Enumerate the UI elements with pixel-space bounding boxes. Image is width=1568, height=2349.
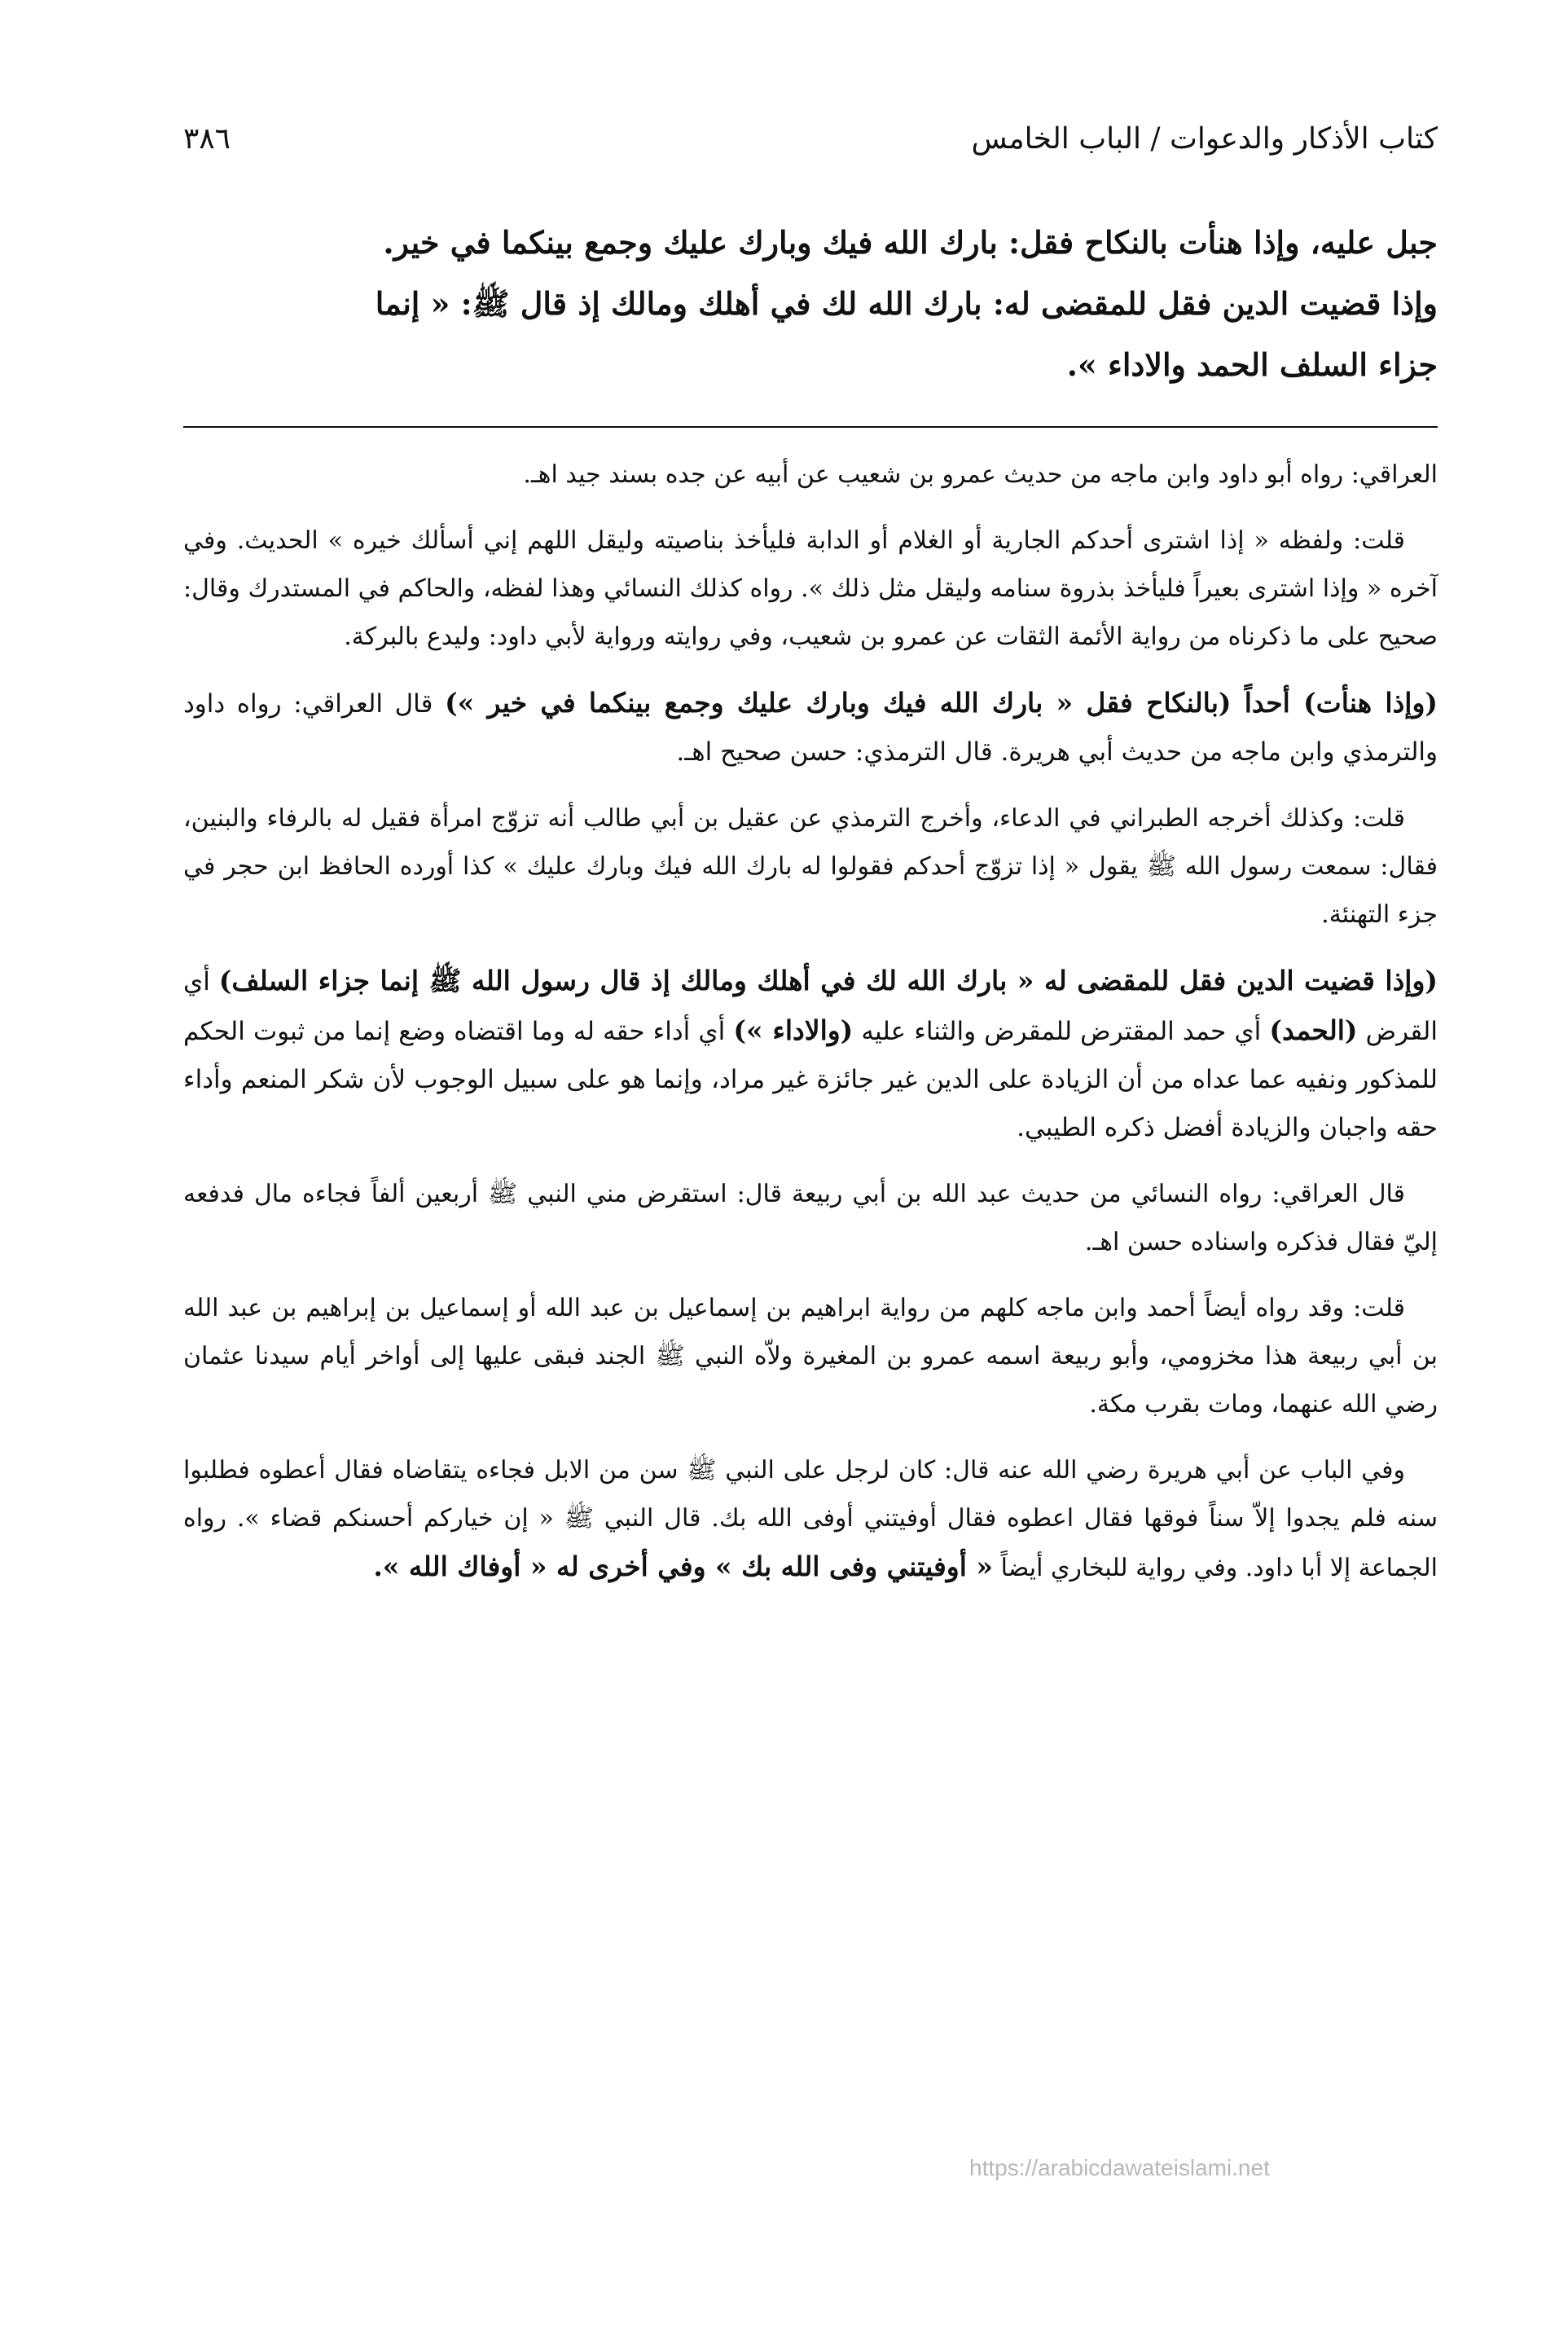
lemma-quote: (وإذا هنأت) أحداً (بالنكاح فقل « بارك الله فيك وبارك عليك وجمع بينكما في خير ») (445, 687, 1438, 719)
page-number: ٣٨٦ (183, 122, 231, 156)
commentary-paragraph: قلت: وكذلك أخرجه الطبراني في الدعاء، وأخرج الترمذي عن عقيل بن أبي طالب أنه تزوّج امرأة فقيل له بالرفاء والبنين، فقال: سمعت رسول الله ﷺ يقول « إذا تزوّج أحدكم فقولوا له بارك الله فيك وبارك عليك » كذا أورده الحافظ ابن حجر في جزء التهنئة. (183, 804, 1438, 929)
commentary-text: قال العراقي: رواه داود والترمذي وابن ماجه من حديث أبي هريرة. قال الترمذي: حسن صحيح اهـ. (183, 689, 1438, 767)
commentary-text: أي حمد المقترض للمقرض والثناء عليه (853, 1017, 1270, 1046)
commentary-paragraph: العراقي: رواه أبو داود وابن ماجه من حديث عمرو بن شعيب عن أبيه عن جده بسند جيد اهـ. (523, 460, 1438, 489)
main-text (183, 212, 1438, 395)
commentary-paragraph (183, 679, 1438, 776)
watermark-url: https://arabicdawateislami.net (969, 2155, 1270, 2180)
main-text-line: وإذا قضيت الدين فقل للمقضى له: بارك الله لك في أهلك ومالك إذ قال ﷺ: « إنما (375, 285, 1438, 322)
book-page (183, 122, 1438, 1610)
main-text-line: جزاء السلف الحمد والاداء ». (1066, 346, 1438, 383)
lemma-quote: « أوفيتني وفى الله بك » وفي أخرى له « أوفاك الله ». (373, 1551, 994, 1582)
page-header (183, 122, 1438, 179)
commentary-text: أي أداء حقه له وما اقتضاه وضع إنما من ثبوت الحكم للمذكور ونفيه عما عداه من أن الزيادة على الدين غير جائزة غير مراد، وإنما هو على سبيل الوجوب لأن شكر المنعم وأداء حقه واجبان والزيادة أفضل ذكره الطيبي. (183, 1017, 1438, 1142)
lemma-quote: (والاداء ») (733, 1014, 854, 1046)
commentary-paragraph: قال العراقي: رواه النسائي من حديث عبد الله بن أبي ربيعة قال: استقرض مني النبي ﷺ أربعين ألفاً فجاءه مال فدفعه إليّ فقال فذكره واسناده حسن اهـ. (183, 1180, 1438, 1256)
running-title: كتاب الأذكار والدعوات / الباب الخامس (971, 122, 1438, 156)
main-text-line: جبل عليه، وإذا هنأت بالنكاح فقل: بارك الله فيك وبارك عليك وجمع بينكما في خير. (383, 224, 1438, 261)
commentary-paragraph: قلت: وقد رواه أيضاً أحمد وابن ماجه كلهم من رواية ابراهيم بن إسماعيل بن عبد الله أو إسماعيل بن إبراهيم بن عبد الله بن أبي ربيعة هذا مخزومي، وأبو ربيعة اسمه عمرو بن المغيرة ولاّه النبي ﷺ الجند فبقى عليها إلى أواخر أيام سيدنا عثمان رضي الله عنهما، ومات بقرب مكة. (183, 1294, 1438, 1419)
commentary-paragraph: قلت: ولفظه « إذا اشترى أحدكم الجارية أو الغلام أو الدابة فليأخذ بناصيته وليقل اللهم إني أسألك خيره » الحديث. وفي آخره « وإذا اشترى بعيراً فليأخذ بذروة سنامه وليقل مثل ذلك ». رواه كذلك النسائي وهذا لفظه، والحاكم في المستدرك وقال: صحيح على ما ذكرناه من رواية الأئمة الثقات عن عمرو بن شعيب، وفي روايته ورواية لأبي داود: وليدع بالبركة. (183, 526, 1438, 651)
lemma-quote: (الحمد) (1269, 1014, 1358, 1046)
footnote-divider (183, 426, 1438, 428)
commentary-text: أي القرض (183, 967, 1438, 1046)
lemma-quote: (وإذا قضيت الدين فقل للمقضى له « بارك الله لك في أهلك ومالك إذ قال رسول الله ﷺ إنما جزاء السلف) (218, 965, 1438, 996)
commentary-paragraph (183, 1446, 1438, 1592)
commentary (183, 451, 1438, 1592)
commentary-text: وفي الباب عن أبي هريرة رضي الله عنه قال: كان لرجل على النبي ﷺ سن من الابل فجاءه يتقاضاه فقال أعطوه فطلبوا سنه فلم يجدوا إلاّ سناً فوقها فقال اعطوه فقال أوفيتني أوفى الله بك. قال النبي ﷺ « إن خياركم أحسنكم قضاء ». رواه الجماعة إلا أبا داود. وفي رواية للبخاري أيضاً (183, 1456, 1438, 1582)
commentary-paragraph (183, 957, 1438, 1152)
